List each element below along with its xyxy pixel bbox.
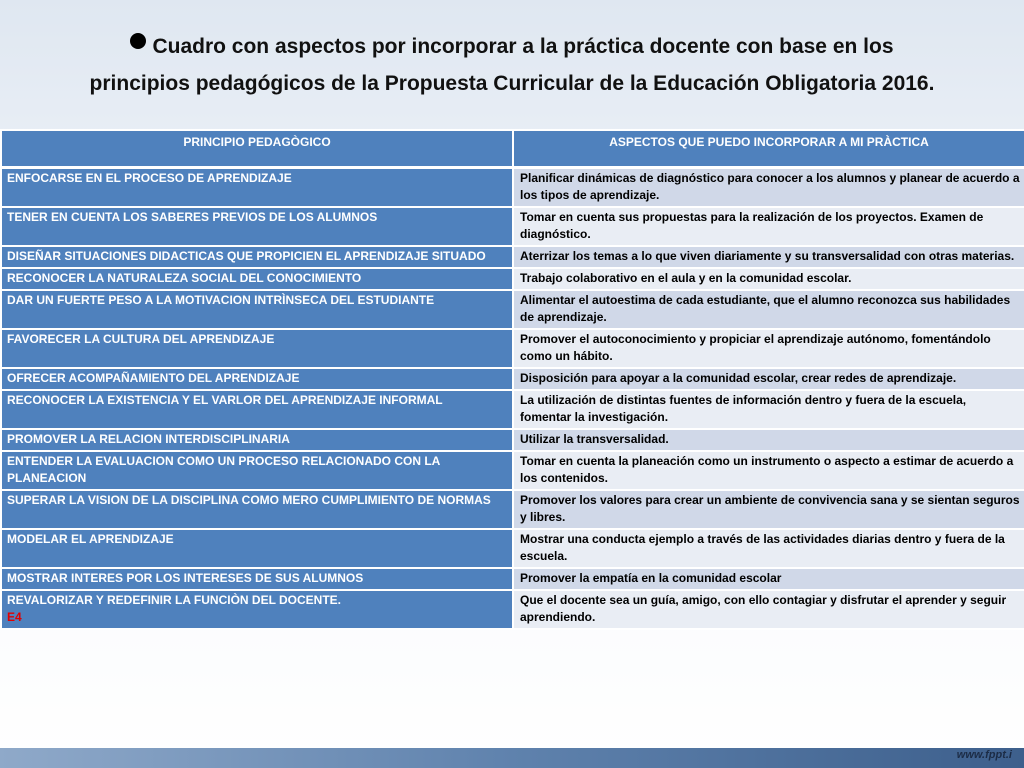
principio-text: DISEÑAR SITUACIONES DIDACTICAS QUE PROPICIEN EL APRENDIZAJE SITUADO xyxy=(7,249,486,263)
principio-text: ENFOCARSE EN EL PROCESO DE APRENDIZAJE xyxy=(7,171,292,185)
table-row xyxy=(1,390,1024,429)
aspecto-cell: Alimentar el autoestima de cada estudiante, que el alumno reconozca sus habilidades de aprendizaje. xyxy=(513,290,1024,329)
principio-text: MOSTRAR INTERES POR LOS INTERESES DE SUS ALUMNOS xyxy=(7,571,364,585)
table-row xyxy=(1,429,1024,451)
table-header-row xyxy=(1,130,1024,168)
bullet-icon xyxy=(130,33,146,49)
table-row xyxy=(1,207,1024,246)
principio-cell xyxy=(1,168,513,208)
table-row xyxy=(1,268,1024,290)
aspecto-cell: Utilizar la transversalidad. xyxy=(513,429,1024,451)
header-aspectos: ASPECTOS QUE PUEDO INCORPORAR A MI PRÀCTICA xyxy=(513,130,1024,168)
aspecto-cell: Trabajo colaborativo en el aula y en la comunidad escolar. xyxy=(513,268,1024,290)
principles-table xyxy=(0,129,1024,630)
principio-cell xyxy=(1,329,513,368)
table-row xyxy=(1,529,1024,568)
header-principio: PRINCIPIO PEDAGÒGICO xyxy=(1,130,513,168)
table-row xyxy=(1,290,1024,329)
principio-text: RECONOCER LA NATURALEZA SOCIAL DEL CONOCIMIENTO xyxy=(7,271,362,285)
principio-text: FAVORECER LA CULTURA DEL APRENDIZAJE xyxy=(7,332,275,346)
principio-cell xyxy=(1,368,513,390)
principio-cell xyxy=(1,429,513,451)
principio-cell xyxy=(1,268,513,290)
footer-watermark: www.fppt.i xyxy=(956,749,1012,761)
principio-cell xyxy=(1,568,513,590)
aspecto-cell: Disposición para apoyar a la comunidad escolar, crear redes de aprendizaje. xyxy=(513,368,1024,390)
aspecto-cell: Tomar en cuenta sus propuestas para la realización de los proyectos. Examen de diagnóstico. xyxy=(513,207,1024,246)
principio-cell xyxy=(1,490,513,529)
table-row xyxy=(1,451,1024,490)
title-line-1: Cuadro con aspectos por incorporar a la práctica docente con base en los xyxy=(0,28,1024,65)
table-row xyxy=(1,568,1024,590)
table-row xyxy=(1,329,1024,368)
table-row xyxy=(1,590,1024,629)
principio-cell xyxy=(1,451,513,490)
aspecto-cell: Que el docente sea un guía, amigo, con ello contagiar y disfrutar el aprender y seguir aprendiendo. xyxy=(513,590,1024,629)
principio-text: MODELAR EL APRENDIZAJE xyxy=(7,532,174,546)
principio-text: PROMOVER LA RELACION INTERDISCIPLINARIA xyxy=(7,432,290,446)
aspecto-cell: La utilización de distintas fuentes de información dentro y fuera de la escuela, fomentar la investigación. xyxy=(513,390,1024,429)
principio-text: OFRECER ACOMPAÑAMIENTO DEL APRENDIZAJE xyxy=(7,371,300,385)
principio-text: DAR UN FUERTE PESO A LA MOTIVACION INTRÌNSECA DEL ESTUDIANTE xyxy=(7,293,435,307)
principio-cell xyxy=(1,390,513,429)
principio-cell xyxy=(1,290,513,329)
principio-text: SUPERAR LA VISION DE LA DISCIPLINA COMO MERO CUMPLIMIENTO DE NORMAS xyxy=(7,493,491,507)
footer-band xyxy=(0,748,1024,768)
aspecto-cell: Mostrar una conducta ejemplo a través de las actividades diarias dentro y fuera de la escuela. xyxy=(513,529,1024,568)
principio-cell xyxy=(1,246,513,268)
principio-text: TENER EN CUENTA LOS SABERES PREVIOS DE LOS ALUMNOS xyxy=(7,210,378,224)
principio-cell xyxy=(1,207,513,246)
table-row xyxy=(1,368,1024,390)
aspecto-cell: Tomar en cuenta la planeación como un instrumento o aspecto a estimar de acuerdo a los contenidos. xyxy=(513,451,1024,490)
aspecto-cell: Promover los valores para crear un ambiente de convivencia sana y se sientan seguros y libres. xyxy=(513,490,1024,529)
principio-text: ENTENDER LA EVALUACION COMO UN PROCESO RELACIONADO CON LA PLANEACION xyxy=(7,454,440,485)
principio-cell xyxy=(1,529,513,568)
table-row xyxy=(1,490,1024,529)
principio-cell xyxy=(1,590,513,629)
principio-text: REVALORIZAR Y REDEFINIR LA FUNCIÒN DEL DOCENTE. xyxy=(7,593,342,607)
aspecto-cell: Aterrizar los temas a lo que viven diariamente y su transversalidad con otras materias. xyxy=(513,246,1024,268)
table-row xyxy=(1,168,1024,208)
title-line-2: principios pedagógicos de la Propuesta Curricular de la Educación Obligatoria 2016. xyxy=(89,72,935,95)
aspecto-cell: Promover la empatía en la comunidad escolar xyxy=(513,568,1024,590)
aspecto-cell: Planificar dinámicas de diagnóstico para conocer a los alumnos y planear de acuerdo a los tipos de aprendizaje. xyxy=(513,168,1024,208)
table-row xyxy=(1,246,1024,268)
aspecto-cell: Promover el autoconocimiento y propiciar el aprendizaje autónomo, fomentándolo como un hábito. xyxy=(513,329,1024,368)
principio-text: RECONOCER LA EXISTENCIA Y EL VARLOR DEL APRENDIZAJE INFORMAL xyxy=(7,393,443,407)
row-tag: E4 xyxy=(7,610,22,624)
slide-title xyxy=(0,28,1024,102)
table-body xyxy=(1,168,1024,630)
